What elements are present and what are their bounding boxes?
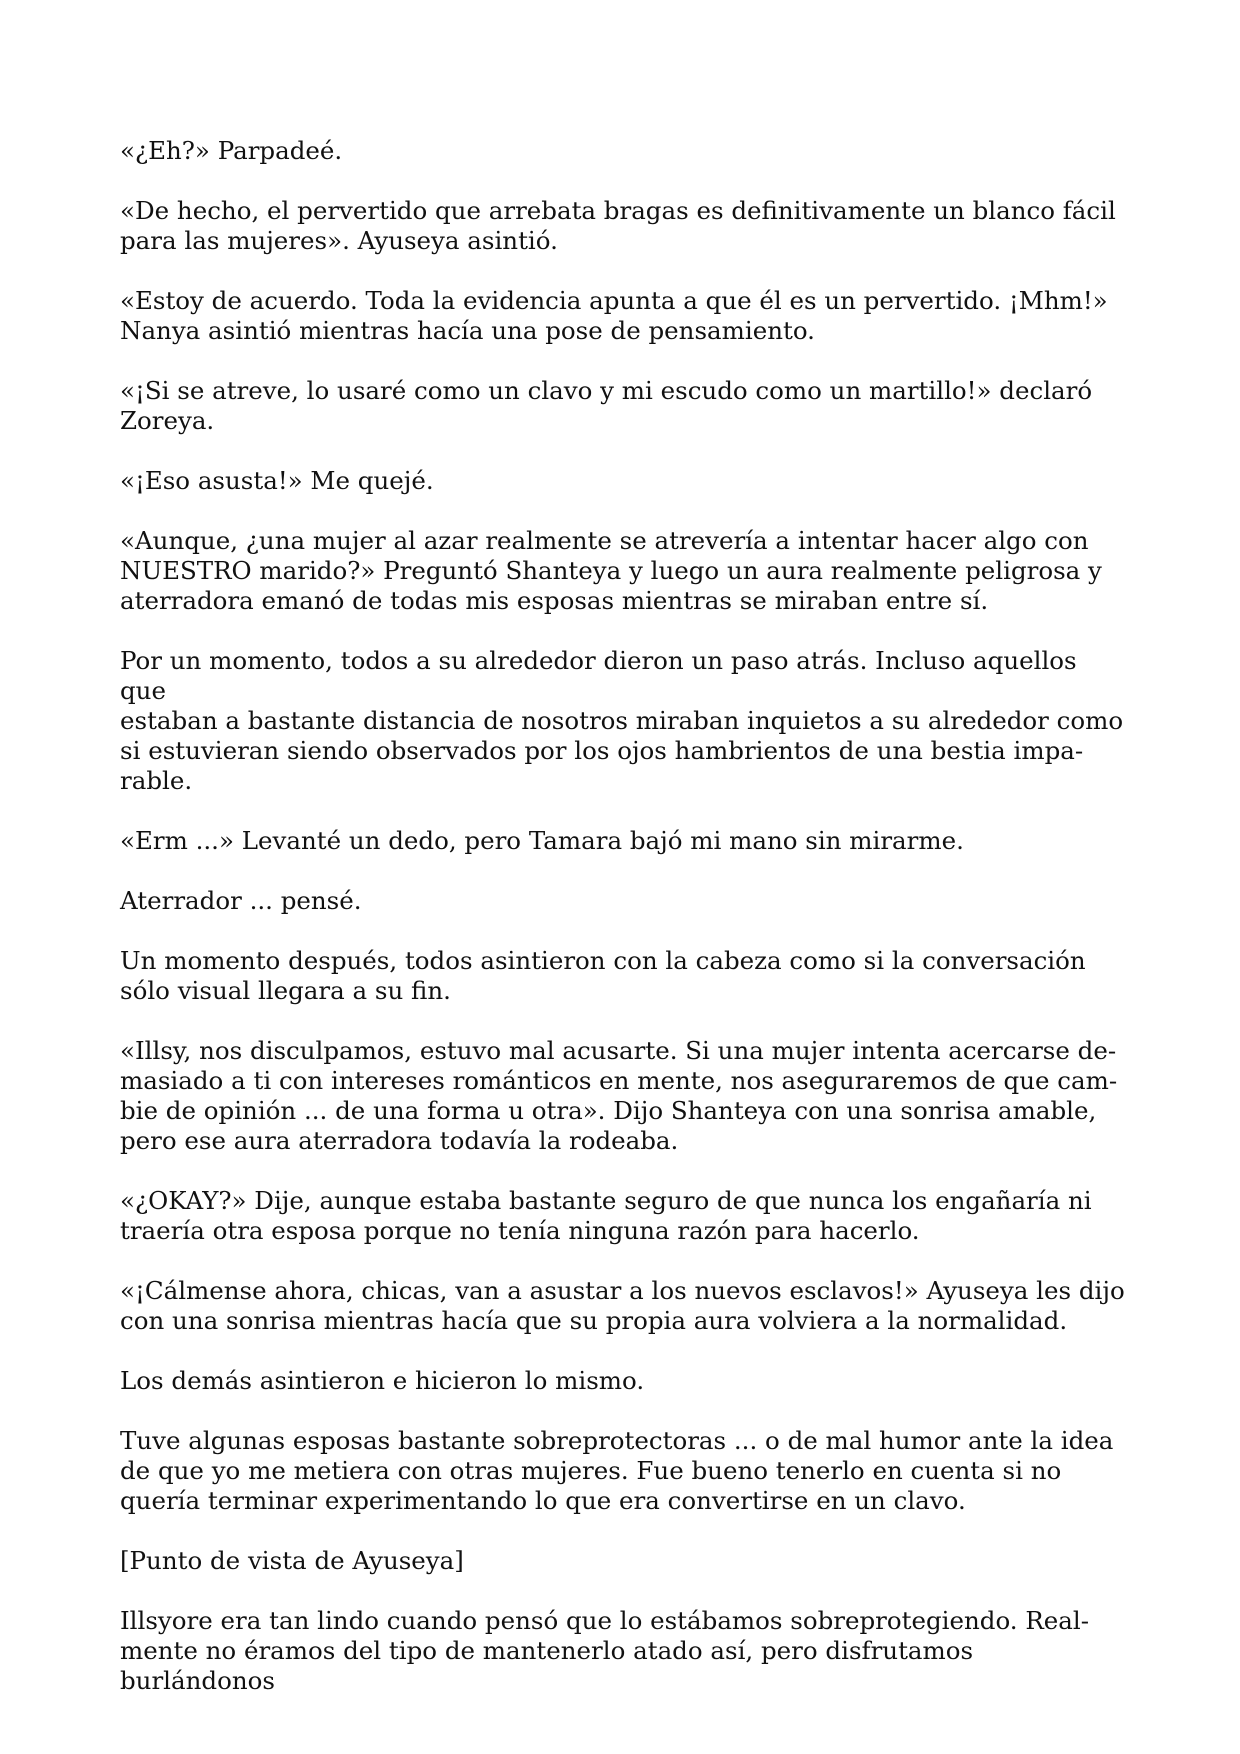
paragraph: Un momento después, todos asintieron con la cabeza como si la conversación sólo visual llegara a su fin. bbox=[120, 946, 1086, 1005]
paragraph: «¡Si se atreve, lo usaré como un clavo y mi escudo como un martillo!» declaró Zoreya. bbox=[120, 376, 1093, 435]
paragraph: «¿OKAY?» Dije, aunque estaba bastante seguro de que nunca los engañaría ni traería otra esposa porque no tenía ninguna razón para hacerlo. bbox=[120, 1186, 1092, 1245]
section-heading: [Punto de vista de Ayuseya] bbox=[120, 1546, 464, 1575]
paragraph: Por un momento, todos a su alrededor dieron un paso atrás. Incluso aquellos que estaban a bastante distancia de nosotros miraban inquietos a su alrededor como si estuvieran siendo observados por los ojos hambrientos de una bestia impa- rable. bbox=[120, 646, 1124, 795]
paragraph: «¡Cálmense ahora, chicas, van a asustar a los nuevos esclavos!» Ayuseya les dijo con una sonrisa mientras hacía que su propia aura volviera a la normalidad. bbox=[120, 1276, 1125, 1335]
paragraph: «Erm ...» Levanté un dedo, pero Tamara bajó mi mano sin mirarme. bbox=[120, 826, 964, 855]
document-page bbox=[120, 136, 1130, 1696]
paragraph: Tuve algunas esposas bastante sobreprotectoras ... o de mal humor ante la idea de que yo me metiera con otras mujeres. Fue bueno tenerlo en cuenta si no quería terminar experimentando lo que era convertirse en un clavo. bbox=[120, 1426, 1114, 1515]
paragraph: Aterrador ... pensé. bbox=[120, 886, 362, 915]
paragraph: «De hecho, el pervertido que arrebata bragas es definitivamente un blanco fácil para las mujeres». Ayuseya asintió. bbox=[120, 196, 1116, 255]
paragraph: «Illsy, nos disculpamos, estuvo mal acusarte. Si una mujer intenta acercarse de- masiado a ti con intereses románticos en mente, nos aseguraremos de que cam- bie de opinión ... de una forma u otra». Dijo Shanteya con una sonrisa amable, pero ese aura aterradora todavía la rodeaba. bbox=[120, 1036, 1118, 1155]
paragraph: Illsyore era tan lindo cuando pensó que lo estábamos sobreprotegiendo. Real- mente no éramos del tipo de mantenerlo atado así, pero disfrutamos burlándonos bbox=[120, 1606, 1090, 1695]
paragraph: «¡Eso asusta!» Me quejé. bbox=[120, 466, 434, 495]
paragraph: «¿Eh?» Parpadeé. bbox=[120, 136, 343, 165]
paragraph: Los demás asintieron e hicieron lo mismo. bbox=[120, 1366, 645, 1395]
paragraph: «Aunque, ¿una mujer al azar realmente se atrevería a intentar hacer algo con NUESTRO marido?» Preguntó Shanteya y luego un aura realmente peligrosa y aterradora emanó de todas mis esposas mientras se miraban entre sí. bbox=[120, 526, 1102, 615]
paragraph: «Estoy de acuerdo. Toda la evidencia apunta a que él es un pervertido. ¡Mhm!» Nanya asintió mientras hacía una pose de pensamiento. bbox=[120, 286, 1108, 345]
